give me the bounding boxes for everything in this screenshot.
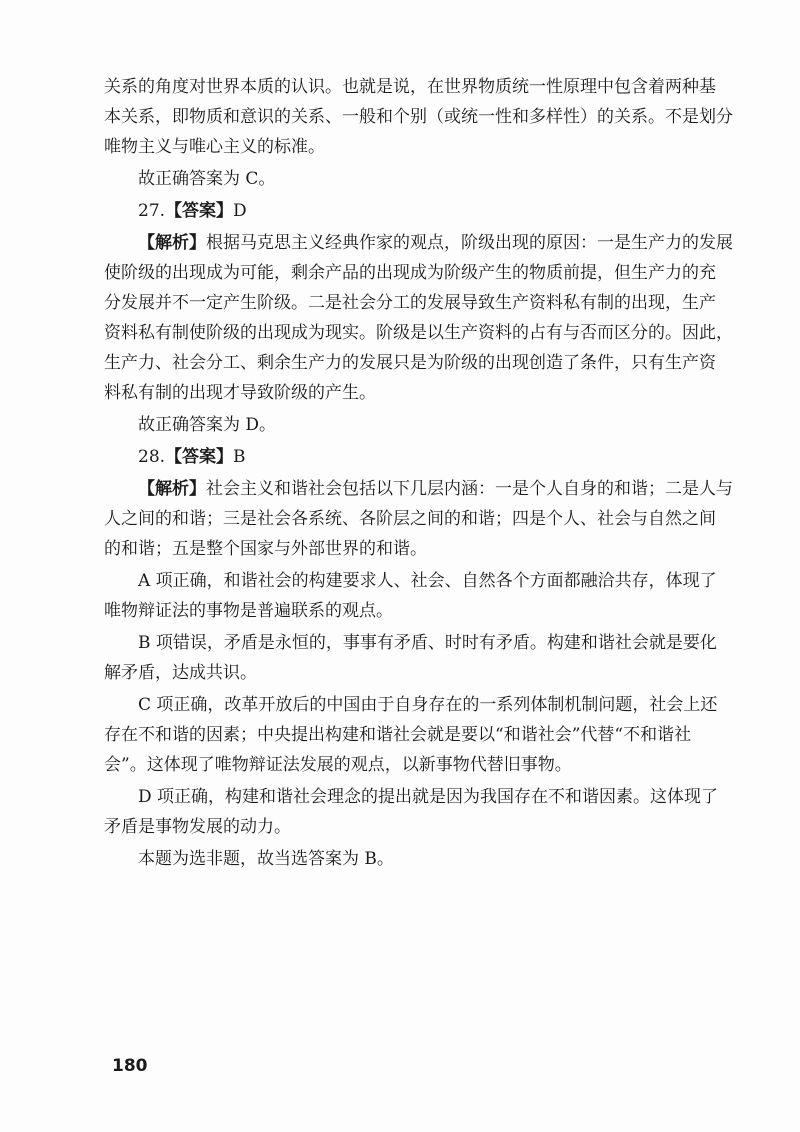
q28-option-b-line-1: B 项错误，矛盾是永恒的，事事有矛盾、时时有矛盾。构建和谐社会就是要化 (138, 633, 717, 653)
q27-conclusion: 故正确答案为 D。 (138, 415, 277, 435)
q28-analysis-tag: 【解析】 (138, 479, 206, 499)
q28-answer: B (233, 447, 246, 467)
q28-analysis-line-1 (104, 474, 740, 504)
q27-analysis-line-5: 生产力、社会分工、剩余生产力的发展只是为阶级的出现创造了条件，只有生产资 (104, 353, 716, 373)
q28-answer-tag: 【答案】 (165, 447, 234, 467)
q28-option-c-line-2: 存在不和谐的因素；中央提出构建和谐社会就是要以“和谐社会”代替“不和谐社 (104, 725, 692, 745)
q28-option-c-line-1: C 项正确，改革开放后的中国由于自身存在的一系列体制机制问题，社会上还 (138, 695, 718, 715)
q27-analysis-line-6: 料私有制的出现才导致阶级的产生。 (104, 383, 376, 403)
intro-line-1: 关系的角度对世界本质的认识。也就是说，在世界物质统一性原理中包含着两种基 (104, 77, 716, 97)
q27-analysis-line-2: 使阶级的出现成为可能，剩余产品的出现成为阶级产生的物质前提，但生产力的充 (104, 263, 716, 283)
q28-option-d-line-1: D 项正确，构建和谐社会理念的提出就是因为我国存在不和谐因素。这体现了 (138, 787, 719, 807)
q27-analysis-line-4: 资料私有制使阶级的出现成为现实。阶级是以生产资料的占有与否而区分的。因此， (104, 323, 733, 343)
page-number: 180 (112, 1056, 148, 1076)
q27-analysis-line-3: 分发展并不一定产生阶级。二是社会分工的发展导致生产资料私有制的出现，生产 (104, 293, 716, 313)
q27-answer-line (104, 196, 740, 226)
q28-conclusion: 本题为选非题，故当选答案为 B。 (138, 849, 394, 869)
intro-conclusion: 故正确答案为 C。 (138, 169, 276, 189)
intro-line-2: 本关系，即物质和意识的关系、一般和个别（或统一性和多样性）的关系。不是划分 (104, 107, 733, 127)
q27-answer: D (233, 201, 247, 221)
q27-answer-tag: 【答案】 (165, 201, 234, 221)
q28-analysis-line-3: 的和谐；五是整个国家与外部世界的和谐。 (104, 539, 427, 559)
q28-analysis-text-1: 社会主义和谐社会包括以下几层内涵：一是个人自身的和谐；二是人与 (206, 479, 733, 499)
q28-option-a-line-2: 唯物辩证法的事物是普遍联系的观点。 (104, 601, 393, 621)
q27-analysis-text-1: 根据马克思主义经典作家的观点，阶级出现的原因：一是生产力的发展 (206, 233, 733, 253)
page-content (104, 72, 740, 874)
q27-number: 27. (138, 201, 166, 221)
q28-option-a-line-1: A 项正确，和谐社会的构建要求人、社会、自然各个方面都融洽共存，体现了 (138, 571, 717, 591)
q28-option-c-line-3: 会”。这体现了唯物辩证法发展的观点，以新事物代替旧事物。 (104, 755, 572, 775)
intro-line-3: 唯物主义与唯心主义的标准。 (104, 137, 325, 157)
q28-number: 28. (138, 447, 166, 467)
q28-option-b-line-2: 解矛盾，达成共识。 (104, 663, 257, 683)
q27-analysis-line-1 (104, 228, 740, 258)
q28-answer-line (104, 442, 740, 472)
q27-analysis-tag: 【解析】 (138, 233, 206, 253)
q28-analysis-line-2: 人之间的和谐；三是社会各系统、各阶层之间的和谐；四是个人、社会与自然之间 (104, 509, 716, 529)
q28-option-d-line-2: 矛盾是事物发展的动力。 (104, 817, 291, 837)
